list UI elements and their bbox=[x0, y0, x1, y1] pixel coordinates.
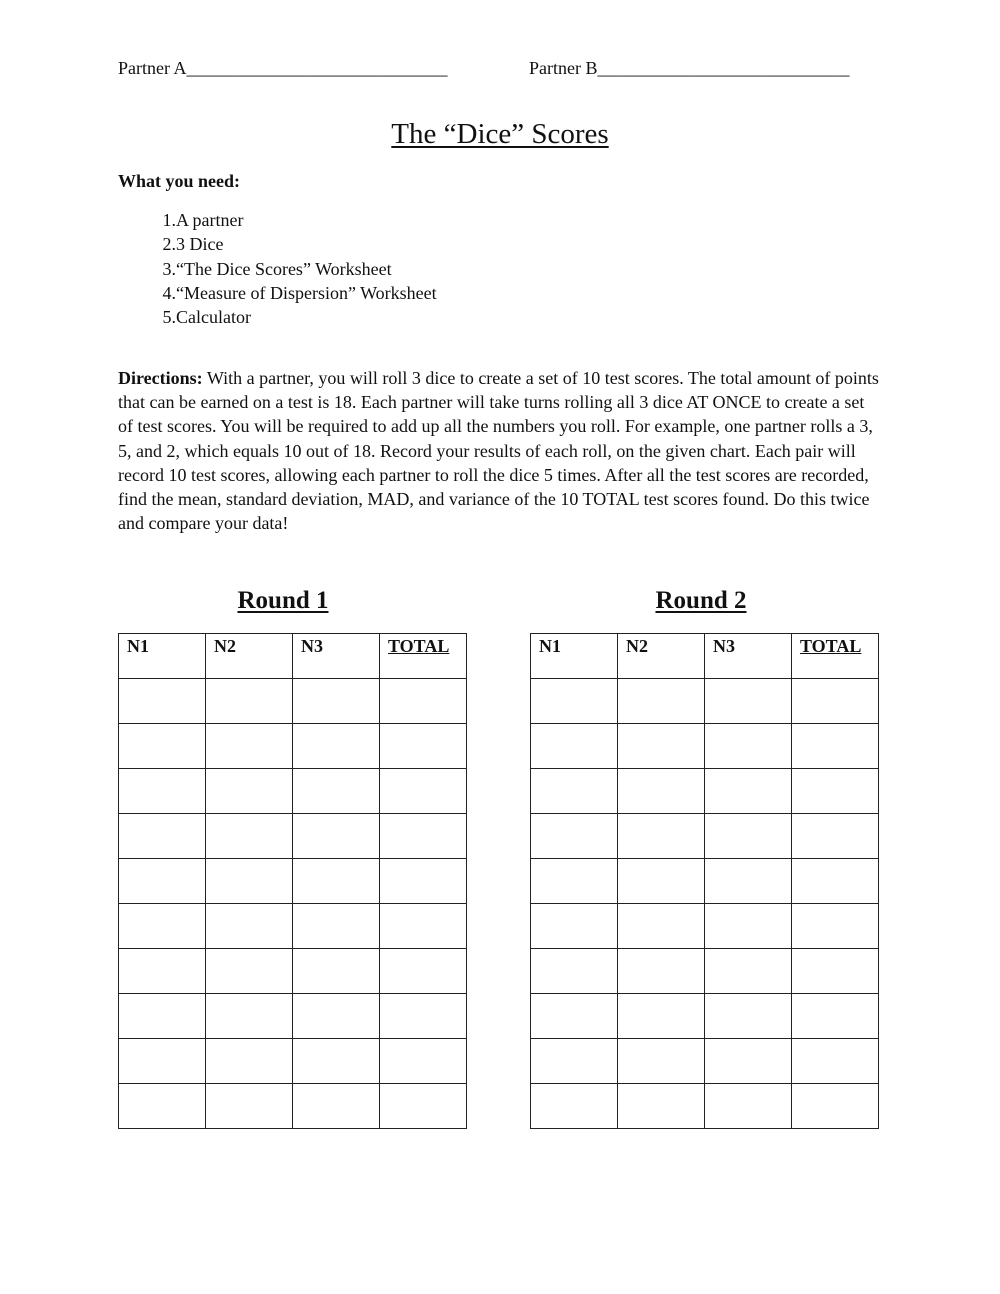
score-cell-n1[interactable] bbox=[119, 679, 206, 724]
column-header-total: TOTAL bbox=[380, 634, 467, 679]
score-cell-n1[interactable] bbox=[119, 859, 206, 904]
score-cell-total[interactable] bbox=[792, 679, 879, 724]
score-cell-n1[interactable] bbox=[531, 904, 618, 949]
table-header-row bbox=[531, 634, 879, 679]
score-cell-total[interactable] bbox=[380, 949, 467, 994]
score-cell-total[interactable] bbox=[792, 904, 879, 949]
column-header-n3: N3 bbox=[293, 634, 380, 679]
score-cell-n1[interactable] bbox=[119, 769, 206, 814]
partner-a-field[interactable]: Partner A_____________________________ bbox=[118, 58, 448, 78]
score-cell-n2[interactable] bbox=[206, 724, 293, 769]
score-cell-n3[interactable] bbox=[705, 949, 792, 994]
score-cell-n2[interactable] bbox=[618, 724, 705, 769]
score-cell-n2[interactable] bbox=[618, 994, 705, 1039]
list-item bbox=[118, 208, 465, 232]
partner-line bbox=[118, 58, 850, 79]
score-cell-n2[interactable] bbox=[206, 769, 293, 814]
table-row bbox=[119, 724, 467, 769]
score-cell-total[interactable] bbox=[380, 904, 467, 949]
score-cell-n2[interactable] bbox=[206, 1039, 293, 1084]
score-cell-n1[interactable] bbox=[119, 949, 206, 994]
score-cell-n2[interactable] bbox=[618, 949, 705, 994]
table-row bbox=[119, 994, 467, 1039]
score-cell-n3[interactable] bbox=[293, 994, 380, 1039]
list-number: 3 . bbox=[118, 257, 176, 281]
score-cell-n3[interactable] bbox=[705, 769, 792, 814]
score-cell-n1[interactable] bbox=[119, 1039, 206, 1084]
round-2-table bbox=[530, 633, 879, 1129]
column-header-total: TOTAL bbox=[792, 634, 879, 679]
score-cell-n3[interactable] bbox=[705, 904, 792, 949]
table-row bbox=[531, 859, 879, 904]
directions-paragraph bbox=[118, 366, 883, 535]
table-row bbox=[119, 949, 467, 994]
score-cell-n2[interactable] bbox=[618, 814, 705, 859]
score-cell-n2[interactable] bbox=[618, 769, 705, 814]
table-row bbox=[531, 769, 879, 814]
round-1-table bbox=[118, 633, 467, 1129]
what-you-need-heading: What you need: bbox=[118, 171, 241, 191]
score-cell-n2[interactable] bbox=[206, 994, 293, 1039]
score-cell-n2[interactable] bbox=[206, 814, 293, 859]
column-header-n2: N2 bbox=[206, 634, 293, 679]
table-row bbox=[531, 724, 879, 769]
score-cell-n3[interactable] bbox=[705, 1084, 792, 1129]
list-item bbox=[118, 281, 465, 305]
score-cell-total[interactable] bbox=[792, 949, 879, 994]
score-cell-n1[interactable] bbox=[531, 949, 618, 994]
score-cell-total[interactable] bbox=[792, 1084, 879, 1129]
list-text: A partner bbox=[176, 210, 244, 230]
partner-b-field[interactable]: Partner B____________________________ bbox=[529, 58, 850, 78]
score-cell-n3[interactable] bbox=[705, 814, 792, 859]
table-row bbox=[119, 769, 467, 814]
score-cell-total[interactable] bbox=[792, 769, 879, 814]
table-header-row bbox=[119, 634, 467, 679]
list-text: 3 Dice bbox=[176, 234, 224, 255]
score-cell-n1[interactable] bbox=[531, 769, 618, 814]
score-cell-total[interactable] bbox=[792, 724, 879, 769]
score-cell-n2[interactable] bbox=[206, 859, 293, 904]
column-header-n1: N1 bbox=[119, 634, 206, 679]
score-cell-total[interactable] bbox=[380, 679, 467, 724]
score-cell-n2[interactable] bbox=[618, 859, 705, 904]
score-cell-n2[interactable] bbox=[618, 1039, 705, 1084]
table-row bbox=[119, 859, 467, 904]
score-cell-n1[interactable] bbox=[531, 1084, 618, 1129]
directions-text: With a partner, you will roll 3 dice to create a set of 10 test scores. The total amount of points that can be earned on a test is 18. Each partner will take turns rolling all 3 dice AT ONCE to create a set of test scores. You will be required to add up all the numbers you roll. For example, one partner rolls a 3, 5, and 2, which equals 10 out of 18. Record your results of each roll, on the given chart. Each pair will record 10 test scores, allowing each partner to roll the dice 5 times. After all the test scores are recorded, find the mean, standard deviation, MAD, and variance of the 10 TOTAL test scores found. Do this twice and compare your data! bbox=[118, 368, 879, 534]
score-cell-n1[interactable] bbox=[531, 724, 618, 769]
score-cell-n3[interactable] bbox=[293, 679, 380, 724]
table-row bbox=[119, 1084, 467, 1129]
directions-label: Directions: bbox=[118, 368, 203, 388]
score-cell-n2[interactable] bbox=[206, 1084, 293, 1129]
score-cell-n3[interactable] bbox=[293, 724, 380, 769]
score-cell-n3[interactable] bbox=[293, 1039, 380, 1084]
list-number: 4 . bbox=[118, 281, 176, 305]
table-row bbox=[531, 994, 879, 1039]
score-cell-n2[interactable] bbox=[206, 679, 293, 724]
score-cell-n3[interactable] bbox=[705, 1039, 792, 1084]
score-cell-total[interactable] bbox=[380, 859, 467, 904]
score-cell-n1[interactable] bbox=[119, 1084, 206, 1129]
score-cell-n1[interactable] bbox=[531, 994, 618, 1039]
table-row bbox=[119, 679, 467, 724]
score-cell-n3[interactable] bbox=[705, 679, 792, 724]
table-row bbox=[119, 1039, 467, 1084]
score-cell-n3[interactable] bbox=[293, 769, 380, 814]
score-cell-total[interactable] bbox=[380, 1084, 467, 1129]
score-cell-total[interactable] bbox=[792, 1039, 879, 1084]
list-number: 5 . bbox=[118, 305, 176, 329]
list-item bbox=[118, 257, 465, 281]
score-cell-n2[interactable] bbox=[618, 1084, 705, 1129]
score-cell-n2[interactable] bbox=[618, 679, 705, 724]
table-row bbox=[531, 679, 879, 724]
materials-list bbox=[118, 208, 465, 329]
score-cell-n3[interactable] bbox=[293, 949, 380, 994]
score-cell-n1[interactable] bbox=[531, 679, 618, 724]
score-cell-n3[interactable] bbox=[293, 904, 380, 949]
score-cell-n1[interactable] bbox=[119, 814, 206, 859]
column-header-n2: N2 bbox=[618, 634, 705, 679]
column-header-n1: N1 bbox=[531, 634, 618, 679]
list-number: 1 . bbox=[118, 208, 176, 232]
score-cell-n1[interactable] bbox=[531, 1039, 618, 1084]
score-cell-n3[interactable] bbox=[705, 724, 792, 769]
list-item bbox=[118, 232, 465, 256]
score-cell-total[interactable] bbox=[792, 859, 879, 904]
table-row bbox=[531, 1039, 879, 1084]
score-cell-n1[interactable] bbox=[531, 859, 618, 904]
score-cell-n2[interactable] bbox=[206, 949, 293, 994]
table-row bbox=[531, 904, 879, 949]
score-cell-total[interactable] bbox=[380, 994, 467, 1039]
score-cell-total[interactable] bbox=[792, 814, 879, 859]
list-text: “The Dice Scores” Worksheet bbox=[176, 258, 392, 279]
list-text: Calculator bbox=[176, 307, 251, 328]
list-item bbox=[118, 305, 465, 329]
table-row bbox=[531, 949, 879, 994]
worksheet-title: The “Dice” Scores bbox=[391, 118, 609, 150]
score-cell-total[interactable] bbox=[380, 814, 467, 859]
score-cell-n2[interactable] bbox=[618, 904, 705, 949]
score-cell-total[interactable] bbox=[380, 769, 467, 814]
score-cell-n1[interactable] bbox=[119, 904, 206, 949]
score-cell-n2[interactable] bbox=[206, 904, 293, 949]
table-row bbox=[531, 814, 879, 859]
score-cell-n1[interactable] bbox=[119, 994, 206, 1039]
list-text: “Measure of Dispersion” Worksheet bbox=[176, 282, 437, 303]
score-cell-n3[interactable] bbox=[293, 814, 380, 859]
score-cell-total[interactable] bbox=[792, 994, 879, 1039]
score-cell-n1[interactable] bbox=[531, 814, 618, 859]
list-number: 2 . bbox=[118, 232, 176, 256]
score-cell-total[interactable] bbox=[380, 724, 467, 769]
round-1-title: Round 1 bbox=[237, 587, 329, 614]
table-row bbox=[119, 814, 467, 859]
score-cell-n3[interactable] bbox=[705, 994, 792, 1039]
score-cell-total[interactable] bbox=[380, 1039, 467, 1084]
column-header-n3: N3 bbox=[705, 634, 792, 679]
round-2-title: Round 2 bbox=[655, 587, 747, 614]
score-cell-n3[interactable] bbox=[293, 859, 380, 904]
score-cell-n1[interactable] bbox=[119, 724, 206, 769]
table-row bbox=[119, 904, 467, 949]
score-cell-n3[interactable] bbox=[705, 859, 792, 904]
table-row bbox=[531, 1084, 879, 1129]
score-cell-n3[interactable] bbox=[293, 1084, 380, 1129]
